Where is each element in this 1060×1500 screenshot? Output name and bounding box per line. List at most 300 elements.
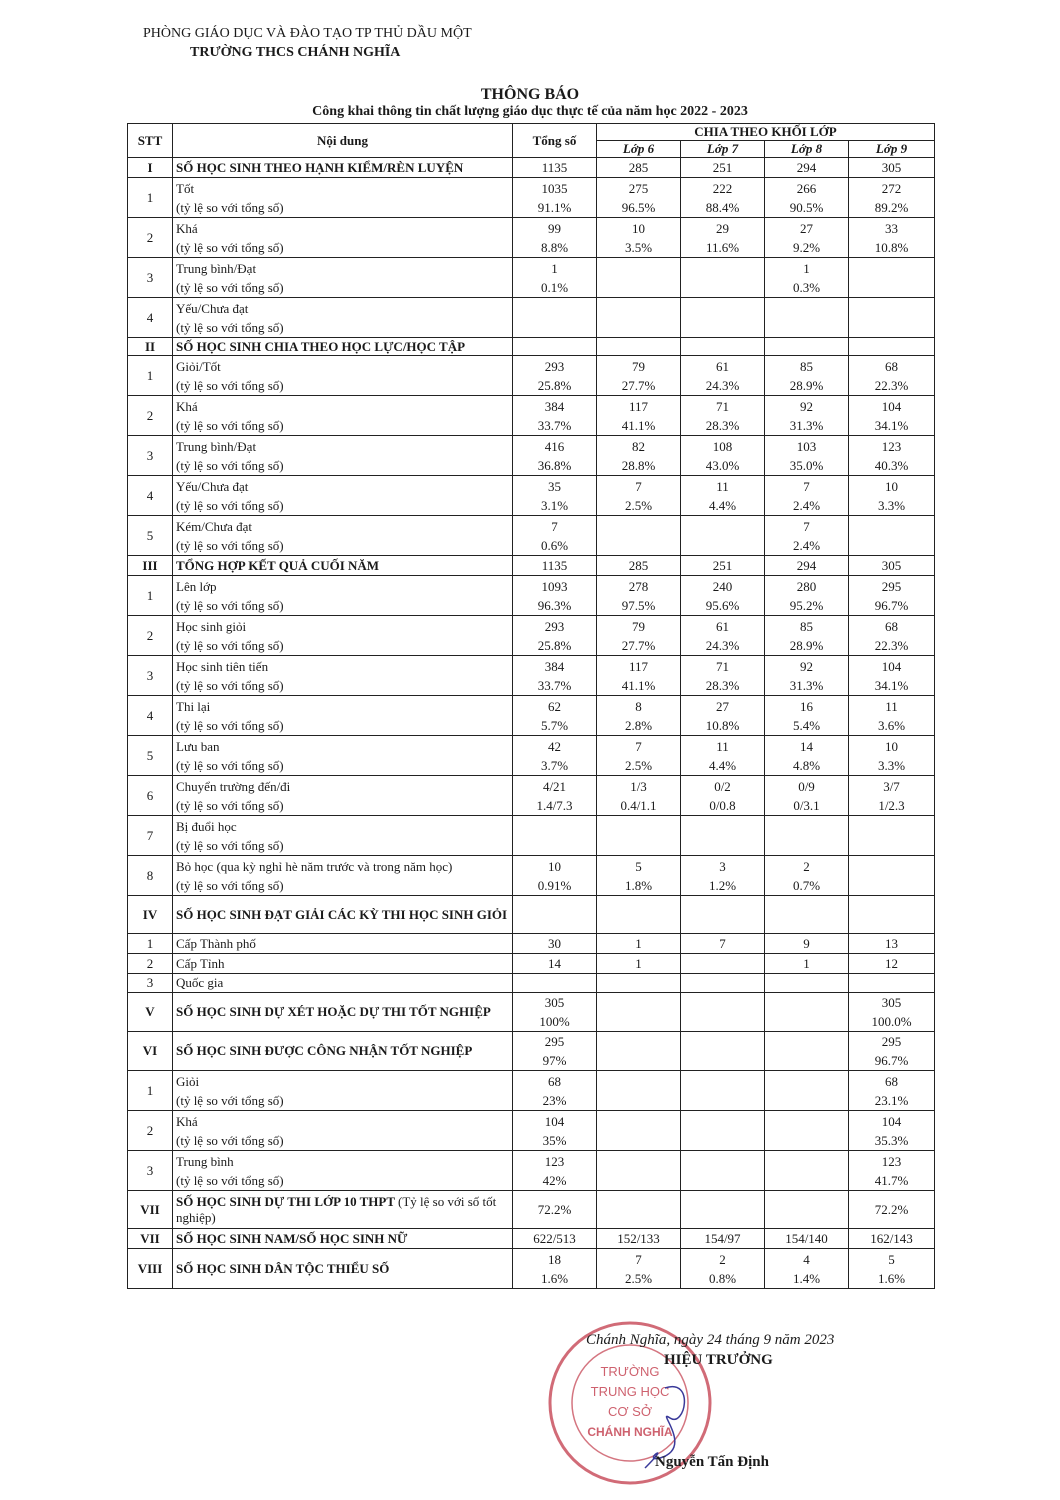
value-count: 1 <box>635 936 642 951</box>
value-cell <box>849 436 935 476</box>
row-label-text: SỐ HỌC SINH CHIA THEO HỌC LỰC/HỌC TẬP <box>176 338 466 354</box>
row-stt: VII <box>128 1229 173 1249</box>
table-row <box>128 516 935 556</box>
row-stt: II <box>128 338 173 356</box>
value-count: 1135 <box>541 160 568 175</box>
value-ratio: 1.2% <box>708 877 737 893</box>
value-cell <box>849 896 935 934</box>
value-ratio: 95.6% <box>705 597 740 613</box>
row-label-text: Khá <box>176 1113 198 1129</box>
value-cell <box>849 736 935 776</box>
row-label-text: Quốc gia <box>176 975 224 990</box>
value-count: 3/7 <box>883 778 900 794</box>
value-cell <box>849 158 935 178</box>
row-stt: VIII <box>128 1249 173 1289</box>
value-count: 16 <box>800 698 813 714</box>
row-label-text: Học sinh tiên tiến <box>176 658 269 674</box>
value-cell <box>765 656 849 696</box>
row-label <box>173 954 513 974</box>
value-count: 251 <box>712 160 733 175</box>
value-cell <box>765 1111 849 1151</box>
value-cell <box>513 1032 597 1071</box>
value-ratio: 28.3% <box>705 417 740 433</box>
value-cell <box>513 1191 597 1229</box>
value-cell <box>597 1032 681 1071</box>
value-cell <box>849 776 935 816</box>
row-label <box>173 476 513 516</box>
table-row <box>128 258 935 298</box>
value-count: 33 <box>885 220 898 236</box>
value-ratio: 0.3% <box>792 279 821 295</box>
value-count: 294 <box>796 160 817 175</box>
value-ratio: 96.5% <box>621 199 656 215</box>
value-count: 384 <box>544 658 565 674</box>
row-label-text: Tốt <box>176 180 195 196</box>
ratio-label: (tỷ lệ so với tổng số) <box>176 757 284 773</box>
value-cell <box>513 993 597 1032</box>
table-row <box>128 1249 935 1289</box>
row-label <box>173 1111 513 1151</box>
svg-text:TRUNG HỌC: TRUNG HỌC <box>590 1384 670 1399</box>
svg-text:CƠ SỞ: CƠ SỞ <box>608 1404 652 1419</box>
value-cell <box>597 736 681 776</box>
value-cell <box>597 258 681 298</box>
value-cell <box>849 338 935 356</box>
value-cell <box>765 934 849 954</box>
row-label <box>173 816 513 856</box>
value-count: 5 <box>635 858 642 874</box>
value-cell <box>597 896 681 934</box>
row-stt: 3 <box>128 1151 173 1191</box>
value-ratio: 3.3% <box>877 757 906 773</box>
value-count: 10 <box>632 220 645 236</box>
value-ratio: 23.1% <box>874 1092 909 1108</box>
value-count: 295 <box>881 1034 902 1049</box>
value-count: 10 <box>548 858 561 874</box>
value-count: 71 <box>716 398 729 414</box>
table-row <box>128 1191 935 1229</box>
value-cell <box>681 856 765 896</box>
quality-table <box>127 123 935 1289</box>
row-stt: 1 <box>128 576 173 616</box>
row-label-text: SỐ HỌC SINH ĐƯỢC CÔNG NHẬN TỐT NGHIỆP <box>176 1043 473 1058</box>
row-label <box>173 218 513 258</box>
value-cell <box>849 396 935 436</box>
row-stt: 4 <box>128 476 173 516</box>
row-label <box>173 576 513 616</box>
value-cell <box>681 178 765 218</box>
value-count: 3 <box>719 858 726 874</box>
value-cell <box>681 436 765 476</box>
value-count: 104 <box>881 398 902 414</box>
table-row <box>128 934 935 954</box>
value-count: 7 <box>635 478 642 494</box>
value-cell <box>849 1111 935 1151</box>
value-count: 123 <box>881 1153 902 1169</box>
table-row <box>128 896 935 934</box>
value-cell <box>765 896 849 934</box>
row-label <box>173 356 513 396</box>
value-cell <box>849 1249 935 1289</box>
value-ratio: 3.6% <box>877 717 906 733</box>
value-ratio: 100.0% <box>871 1014 912 1029</box>
value-cell <box>681 516 765 556</box>
value-count: 2 <box>719 1251 726 1267</box>
value-cell <box>597 1111 681 1151</box>
value-count: 79 <box>632 358 645 374</box>
row-label <box>173 736 513 776</box>
value-cell <box>765 218 849 258</box>
value-ratio: 1.4/7.3 <box>536 797 573 813</box>
value-count: 104 <box>544 1113 565 1129</box>
value-cell <box>681 396 765 436</box>
value-count: 117 <box>628 398 649 414</box>
value-ratio: 2.4% <box>792 537 821 553</box>
table-row <box>128 954 935 974</box>
value-count: 4 <box>803 1251 810 1267</box>
value-cell <box>513 736 597 776</box>
row-label-text: Giỏi <box>176 1073 200 1089</box>
row-stt: 2 <box>128 396 173 436</box>
value-ratio: 10.8% <box>874 239 909 255</box>
value-cell <box>765 954 849 974</box>
value-cell <box>681 158 765 178</box>
table-row <box>128 218 935 258</box>
value-cell <box>681 1249 765 1289</box>
row-stt: 4 <box>128 298 173 338</box>
value-cell <box>681 338 765 356</box>
table-row <box>128 1111 935 1151</box>
row-stt: 1 <box>128 356 173 396</box>
row-label <box>173 896 513 934</box>
value-ratio: 0.7% <box>792 877 821 893</box>
value-cell <box>513 816 597 856</box>
value-ratio: 36.8% <box>537 457 572 473</box>
value-ratio: 5.7% <box>540 717 569 733</box>
row-label-text: SỐ HỌC SINH NAM/SỐ HỌC SINH NỮ <box>176 1230 408 1246</box>
value-cell <box>513 776 597 816</box>
value-cell <box>849 258 935 298</box>
value-cell <box>513 856 597 896</box>
value-ratio: 97.5% <box>621 597 656 613</box>
value-ratio: 34.1% <box>874 417 909 433</box>
value-count: 2 <box>803 858 810 874</box>
value-count: 1/3 <box>630 778 647 794</box>
value-cell <box>849 1071 935 1111</box>
table-row <box>128 356 935 396</box>
value-ratio: 0.6% <box>540 537 569 553</box>
value-count: 275 <box>628 180 649 196</box>
row-stt: 5 <box>128 516 173 556</box>
table-row <box>128 476 935 516</box>
table-row <box>128 556 935 576</box>
value-ratio: 0/0.8 <box>709 797 736 813</box>
value-cell <box>849 954 935 974</box>
value-cell <box>597 816 681 856</box>
row-stt: 3 <box>128 656 173 696</box>
row-stt: 3 <box>128 974 173 993</box>
value-count: 108 <box>712 438 733 454</box>
value-cell <box>681 896 765 934</box>
value-count: 1 <box>551 260 558 276</box>
row-stt: 3 <box>128 258 173 298</box>
value-cell <box>765 856 849 896</box>
table-row <box>128 776 935 816</box>
value-cell <box>597 776 681 816</box>
ratio-label: (tỷ lệ so với tổng số) <box>176 837 284 853</box>
value-ratio: 96.7% <box>874 597 909 613</box>
row-label-text: Chuyển trường đến/đi <box>176 778 291 794</box>
value-cell <box>681 974 765 993</box>
value-count: 305 <box>881 995 902 1010</box>
value-cell <box>597 856 681 896</box>
value-ratio: 28.3% <box>705 677 740 693</box>
row-label <box>173 934 513 954</box>
value-count: 85 <box>800 358 813 374</box>
value-cell <box>681 298 765 338</box>
value-cell <box>681 576 765 616</box>
value-count: 68 <box>548 1073 561 1089</box>
table-row <box>128 1229 935 1249</box>
col-grade: Lớp 8 <box>765 141 849 158</box>
value-count: 240 <box>712 578 733 594</box>
value-count: 305 <box>881 160 902 175</box>
value-count: 35 <box>548 478 561 494</box>
value-ratio: 22.3% <box>874 377 909 393</box>
value-count: 154/140 <box>785 1231 828 1246</box>
ratio-label: (tỷ lệ so với tổng số) <box>176 199 284 215</box>
value-count: 285 <box>628 558 649 573</box>
value-ratio: 0.91% <box>537 877 572 893</box>
value-cell <box>849 656 935 696</box>
col-stt: STT <box>128 124 173 158</box>
value-cell <box>513 1071 597 1111</box>
value-count: 72.2% <box>537 1202 572 1217</box>
row-label <box>173 616 513 656</box>
row-label <box>173 1032 513 1071</box>
value-cell <box>681 934 765 954</box>
value-count: 285 <box>628 160 649 175</box>
value-ratio: 2.4% <box>792 497 821 513</box>
value-count: 68 <box>885 358 898 374</box>
value-cell <box>513 396 597 436</box>
value-count: 7 <box>551 518 558 534</box>
value-cell <box>681 1071 765 1111</box>
value-ratio: 33.7% <box>537 417 572 433</box>
value-cell <box>597 993 681 1032</box>
row-label-text: Khá <box>176 220 198 236</box>
value-cell <box>765 736 849 776</box>
ratio-label: (tỷ lệ so với tổng số) <box>176 717 284 733</box>
value-ratio: 2.5% <box>624 497 653 513</box>
value-count: 14 <box>548 956 561 971</box>
value-count: 42 <box>548 738 561 754</box>
signature-name: Nguyễn Tấn Định <box>655 1454 769 1470</box>
value-count: 79 <box>632 618 645 634</box>
value-count: 117 <box>628 658 649 674</box>
value-cell <box>597 396 681 436</box>
value-count: 123 <box>881 438 902 454</box>
value-cell <box>597 1229 681 1249</box>
value-cell <box>597 656 681 696</box>
row-label <box>173 656 513 696</box>
value-cell <box>765 816 849 856</box>
row-label <box>173 1229 513 1249</box>
value-ratio: 1/2.3 <box>878 797 905 813</box>
value-cell <box>597 436 681 476</box>
row-stt: 7 <box>128 816 173 856</box>
table-body <box>128 158 935 1289</box>
value-count: 61 <box>716 618 729 634</box>
row-label-text: SỐ HỌC SINH DÂN TỘC THIỂU SỐ <box>176 1260 390 1276</box>
value-count: 0/9 <box>798 778 815 794</box>
value-ratio: 0.4/1.1 <box>620 797 657 813</box>
value-cell <box>849 1032 935 1071</box>
value-ratio: 4.4% <box>708 757 737 773</box>
value-cell <box>765 258 849 298</box>
value-ratio: 9.2% <box>792 239 821 255</box>
row-label-text: Giỏi/Tốt <box>176 358 221 374</box>
value-cell <box>597 516 681 556</box>
value-cell <box>513 338 597 356</box>
row-stt: V <box>128 993 173 1032</box>
ratio-label: (tỷ lệ so với tổng số) <box>176 877 284 893</box>
value-cell <box>513 896 597 934</box>
value-ratio: 95.2% <box>789 597 824 613</box>
value-ratio: 100% <box>539 1014 570 1029</box>
value-cell <box>513 1229 597 1249</box>
row-label <box>173 1071 513 1111</box>
value-count: 10 <box>885 478 898 494</box>
value-cell <box>765 1032 849 1071</box>
value-count: 92 <box>800 398 813 414</box>
table-row <box>128 993 935 1032</box>
value-cell <box>765 556 849 576</box>
table-row <box>128 974 935 993</box>
value-ratio: 24.3% <box>705 637 740 653</box>
row-stt: 5 <box>128 736 173 776</box>
value-cell <box>849 696 935 736</box>
value-ratio: 41.1% <box>621 417 656 433</box>
row-label <box>173 436 513 476</box>
value-ratio: 2.8% <box>624 717 653 733</box>
value-cell <box>765 158 849 178</box>
row-label-text: Trung bình <box>176 1153 234 1169</box>
value-count: 1 <box>803 260 810 276</box>
value-cell <box>681 258 765 298</box>
value-cell <box>597 298 681 338</box>
value-cell <box>513 934 597 954</box>
value-ratio: 5.4% <box>792 717 821 733</box>
value-count: 162/143 <box>870 1231 913 1246</box>
row-stt: 2 <box>128 218 173 258</box>
table-row <box>128 656 935 696</box>
value-ratio: 31.3% <box>789 417 824 433</box>
value-ratio: 3.1% <box>540 497 569 513</box>
value-ratio: 34.1% <box>874 677 909 693</box>
table-row <box>128 158 935 178</box>
value-cell <box>513 356 597 396</box>
value-ratio: 35.0% <box>789 457 824 473</box>
value-count: 68 <box>885 618 898 634</box>
value-cell <box>849 934 935 954</box>
value-ratio: 4.8% <box>792 757 821 773</box>
value-ratio: 1.6% <box>540 1270 569 1286</box>
value-cell <box>597 696 681 736</box>
value-ratio: 96.7% <box>874 1053 909 1068</box>
value-count: 0/2 <box>714 778 731 794</box>
value-cell <box>765 616 849 656</box>
value-count: 293 <box>544 618 565 634</box>
value-cell <box>765 516 849 556</box>
value-cell <box>513 616 597 656</box>
row-stt: 8 <box>128 856 173 896</box>
value-cell <box>513 696 597 736</box>
value-cell <box>849 178 935 218</box>
row-label-text: TỔNG HỢP KẾT QUẢ CUỐI NĂM <box>176 557 380 573</box>
table-row <box>128 736 935 776</box>
value-cell <box>849 1229 935 1249</box>
value-cell <box>513 556 597 576</box>
row-label <box>173 696 513 736</box>
value-ratio: 43.0% <box>705 457 740 473</box>
row-label <box>173 856 513 896</box>
value-cell <box>681 1151 765 1191</box>
row-stt: 4 <box>128 696 173 736</box>
value-ratio: 88.4% <box>705 199 740 215</box>
value-cell <box>681 1229 765 1249</box>
document-subtitle: Công khai thông tin chất lượng giáo dục thực tế của năm học 2022 - 2023 <box>312 104 748 119</box>
ratio-label: (tỷ lệ so với tổng số) <box>176 597 284 613</box>
row-stt: IV <box>128 896 173 934</box>
value-cell <box>513 576 597 616</box>
value-count: 622/513 <box>533 1231 576 1246</box>
value-cell <box>765 576 849 616</box>
value-cell <box>849 616 935 656</box>
value-ratio: 31.3% <box>789 677 824 693</box>
value-cell <box>765 356 849 396</box>
value-count: 7 <box>635 1251 642 1267</box>
value-ratio: 41.7% <box>874 1172 909 1188</box>
value-cell <box>597 356 681 396</box>
value-ratio: 0.8% <box>708 1270 737 1286</box>
value-cell <box>513 954 597 974</box>
value-ratio: 42% <box>542 1172 567 1188</box>
row-label-text: SỐ HỌC SINH DỰ THI LỚP 10 THPT <box>176 1193 395 1209</box>
value-count: 1035 <box>541 180 568 196</box>
value-count: 82 <box>632 438 645 454</box>
value-cell <box>597 954 681 974</box>
row-label <box>173 298 513 338</box>
row-label <box>173 396 513 436</box>
row-label <box>173 993 513 1032</box>
ratio-label: (tỷ lệ so với tổng số) <box>176 1092 284 1108</box>
row-stt: VII <box>128 1191 173 1229</box>
document-title: THÔNG BÁO <box>480 86 580 103</box>
value-cell <box>765 396 849 436</box>
col-grade: Lớp 6 <box>597 141 681 158</box>
value-cell <box>849 556 935 576</box>
ratio-label: (tỷ lệ so với tổng số) <box>176 1172 284 1188</box>
value-cell <box>513 218 597 258</box>
value-count: 104 <box>881 658 902 674</box>
value-count: 9 <box>803 936 810 951</box>
value-cell <box>681 776 765 816</box>
ratio-label: (tỷ lệ so với tổng số) <box>176 319 284 335</box>
col-group: CHIA THEO KHỐI LỚP <box>597 124 935 141</box>
value-count: 4/21 <box>542 778 567 794</box>
row-label-text: Thi lại <box>176 698 211 714</box>
